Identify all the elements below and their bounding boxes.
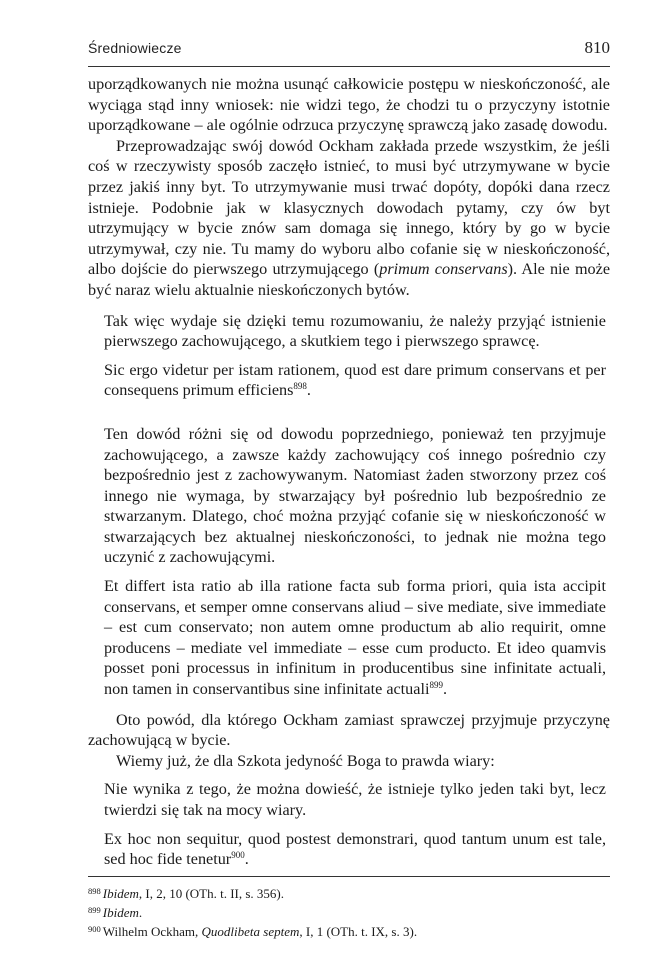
footnote-900	[88, 922, 610, 941]
latin-term: primum conservans	[379, 260, 508, 279]
quote-text: Ex hoc non sequitur, quod postest demonstrari, quod tantum unum est tale, sed hoc fide tenetur	[104, 829, 606, 869]
paragraph-text: ). Ale nie może być naraz wielu aktualnie nieskończonych bytów.	[88, 260, 611, 299]
header-divider	[88, 66, 610, 67]
footnote-title: Quodlibeta septem	[201, 924, 300, 939]
page-number: 810	[584, 38, 610, 57]
footnote-898	[88, 884, 610, 903]
footnote-899	[88, 903, 610, 922]
footnote-title: Ibidem	[102, 886, 139, 901]
footnote-number: 900	[88, 924, 101, 934]
running-title: Średniowiecze	[88, 40, 182, 56]
block-quote-polish-1: Tak więc wydaje się dzięki temu rozumowaniu, że należy przyjąć istnienie pierwszego zachowującego, a skutkiem tego i pierwszego sprawcę.	[104, 311, 606, 351]
footnote-ref[interactable]: 898	[293, 381, 307, 392]
paragraph-text: Przeprowadzając swój dowód Ockham zakłada przede wszystkim, że jeśli coś w rzeczywisty sposób zaczęło istnieć, to musi być utrzymywane w bycie przez jakiś inny byt. To utrzymywanie musi trwać dopóty, dopóki dana rzecz istnieje. Podobnie jak w klasycznych dowodach pytamy, czy ów byt utrzymujący w bycie znów sam domaga się innego, który by go w bycie utrzymywał, czy nie. Tu mamy do wyboru albo cofanie się w nieskończoność, albo dojście do pierwszego utrzymującego (	[88, 136, 610, 279]
paragraph-conserving-cause: Oto powód, dla którego Ockham zamiast sprawczej przyjmuje przyczynę zachowującą w bycie.	[88, 710, 610, 750]
footnote-title: Ibidem	[102, 905, 139, 920]
footnote-text: .	[138, 905, 143, 920]
block-quote-polish-2: Ten dowód różni się od dowodu poprzedniego, ponieważ ten przyjmuje zachowującego, a zawsze każdy zachowujący coś innego pośrednio czy bezpośrednio jest z zachowywanym. Natomiast żaden stworzony przez coś innego nie wymaga, by stwarzający był pośrednio lub bezpośrednio ze stwarzanym. Dlatego, choć można przyjąć cofanie się w nieskończoność w stwarzających bez aktualnej nieskończoności, to jednak nie można tego uczynić z zachowującymi.	[104, 424, 606, 567]
quote-text: Sic ergo videtur per istam rationem, quod est dare primum conservans et per consequens primum efficiens	[104, 360, 606, 400]
footnote-text: , I, 1 (OTh. t. IX, s. 3).	[299, 924, 418, 939]
block-quote-polish-3: Nie wynika z tego, że można dowieść, że istnieje tylko jeden taki byt, lecz twierdzi się tak na mocy wiary.	[104, 780, 606, 819]
footnote-ref[interactable]: 900	[231, 850, 245, 861]
footnotes	[88, 884, 610, 941]
block-quote-latin-1: Sic ergo videtur per istam rationem, quod est dare primum conservans et per consequens primum efficiens$^{898}$.	[104, 360, 606, 400]
footnote-ref[interactable]: 899	[429, 680, 443, 691]
paragraph-continued: uporządkowanych nie można usunąć całkowicie postępu w nieskończoność, ale wyciąga stąd inny wniosek: nie widzi tego, że chodzi tu o przyczyny istotnie uporządkowane – ale ogólnie odrzuca przyczynę sprawczą jako zasadę dowodu.	[88, 75, 610, 135]
paragraph-scotus: Wiemy już, że dla Szkota jedyność Boga to prawda wiary:	[116, 751, 495, 770]
body-text	[88, 74, 610, 870]
footnote-number: 898	[88, 886, 101, 896]
footnote-text: , I, 2, 10 (OTh. t. II, s. 356).	[138, 886, 285, 901]
footnote-number: 899	[88, 905, 101, 915]
block-quote-latin-2: Et differt ista ratio ab illa ratione facta sub forma priori, quia ista accipit conservans, et semper omne conservans aliud – sive mediate, sive immediate – est cum conservato; non autem omne productum ab alio requirit, omne producens – mediate vel immediate – esse cum producto. Et ideo quamvis posset poni processus in infinitum in producentibus sine infinitate actuali, non tamen in conservantibus sine infinitate actuali$^{899}$.	[104, 577, 606, 699]
footnote-author: Wilhelm Ockham,	[102, 924, 202, 939]
paragraph-ockham-proof	[88, 136, 610, 301]
footnote-divider	[88, 876, 610, 877]
quote-text: Et differt ista ratio ab illa ratione facta sub forma priori, quia ista accipit conservans, et semper omne conservans aliud – sive mediate, sive immediate – est cum conservato; non autem omne productum ab alio requirit, omne producens – mediate vel immediate – esse cum producto. Et ideo quamvis posset poni processus in infinitum in producentibus sine infinitate actuali, non tamen in conservantibus sine infinitate actuali	[104, 577, 606, 699]
block-quote-latin-3: Ex hoc non sequitur, quod postest demonstrari, quod tantum unum est tale, sed hoc fide tenetur$^{900}$.	[104, 829, 606, 869]
page-header	[88, 38, 610, 64]
